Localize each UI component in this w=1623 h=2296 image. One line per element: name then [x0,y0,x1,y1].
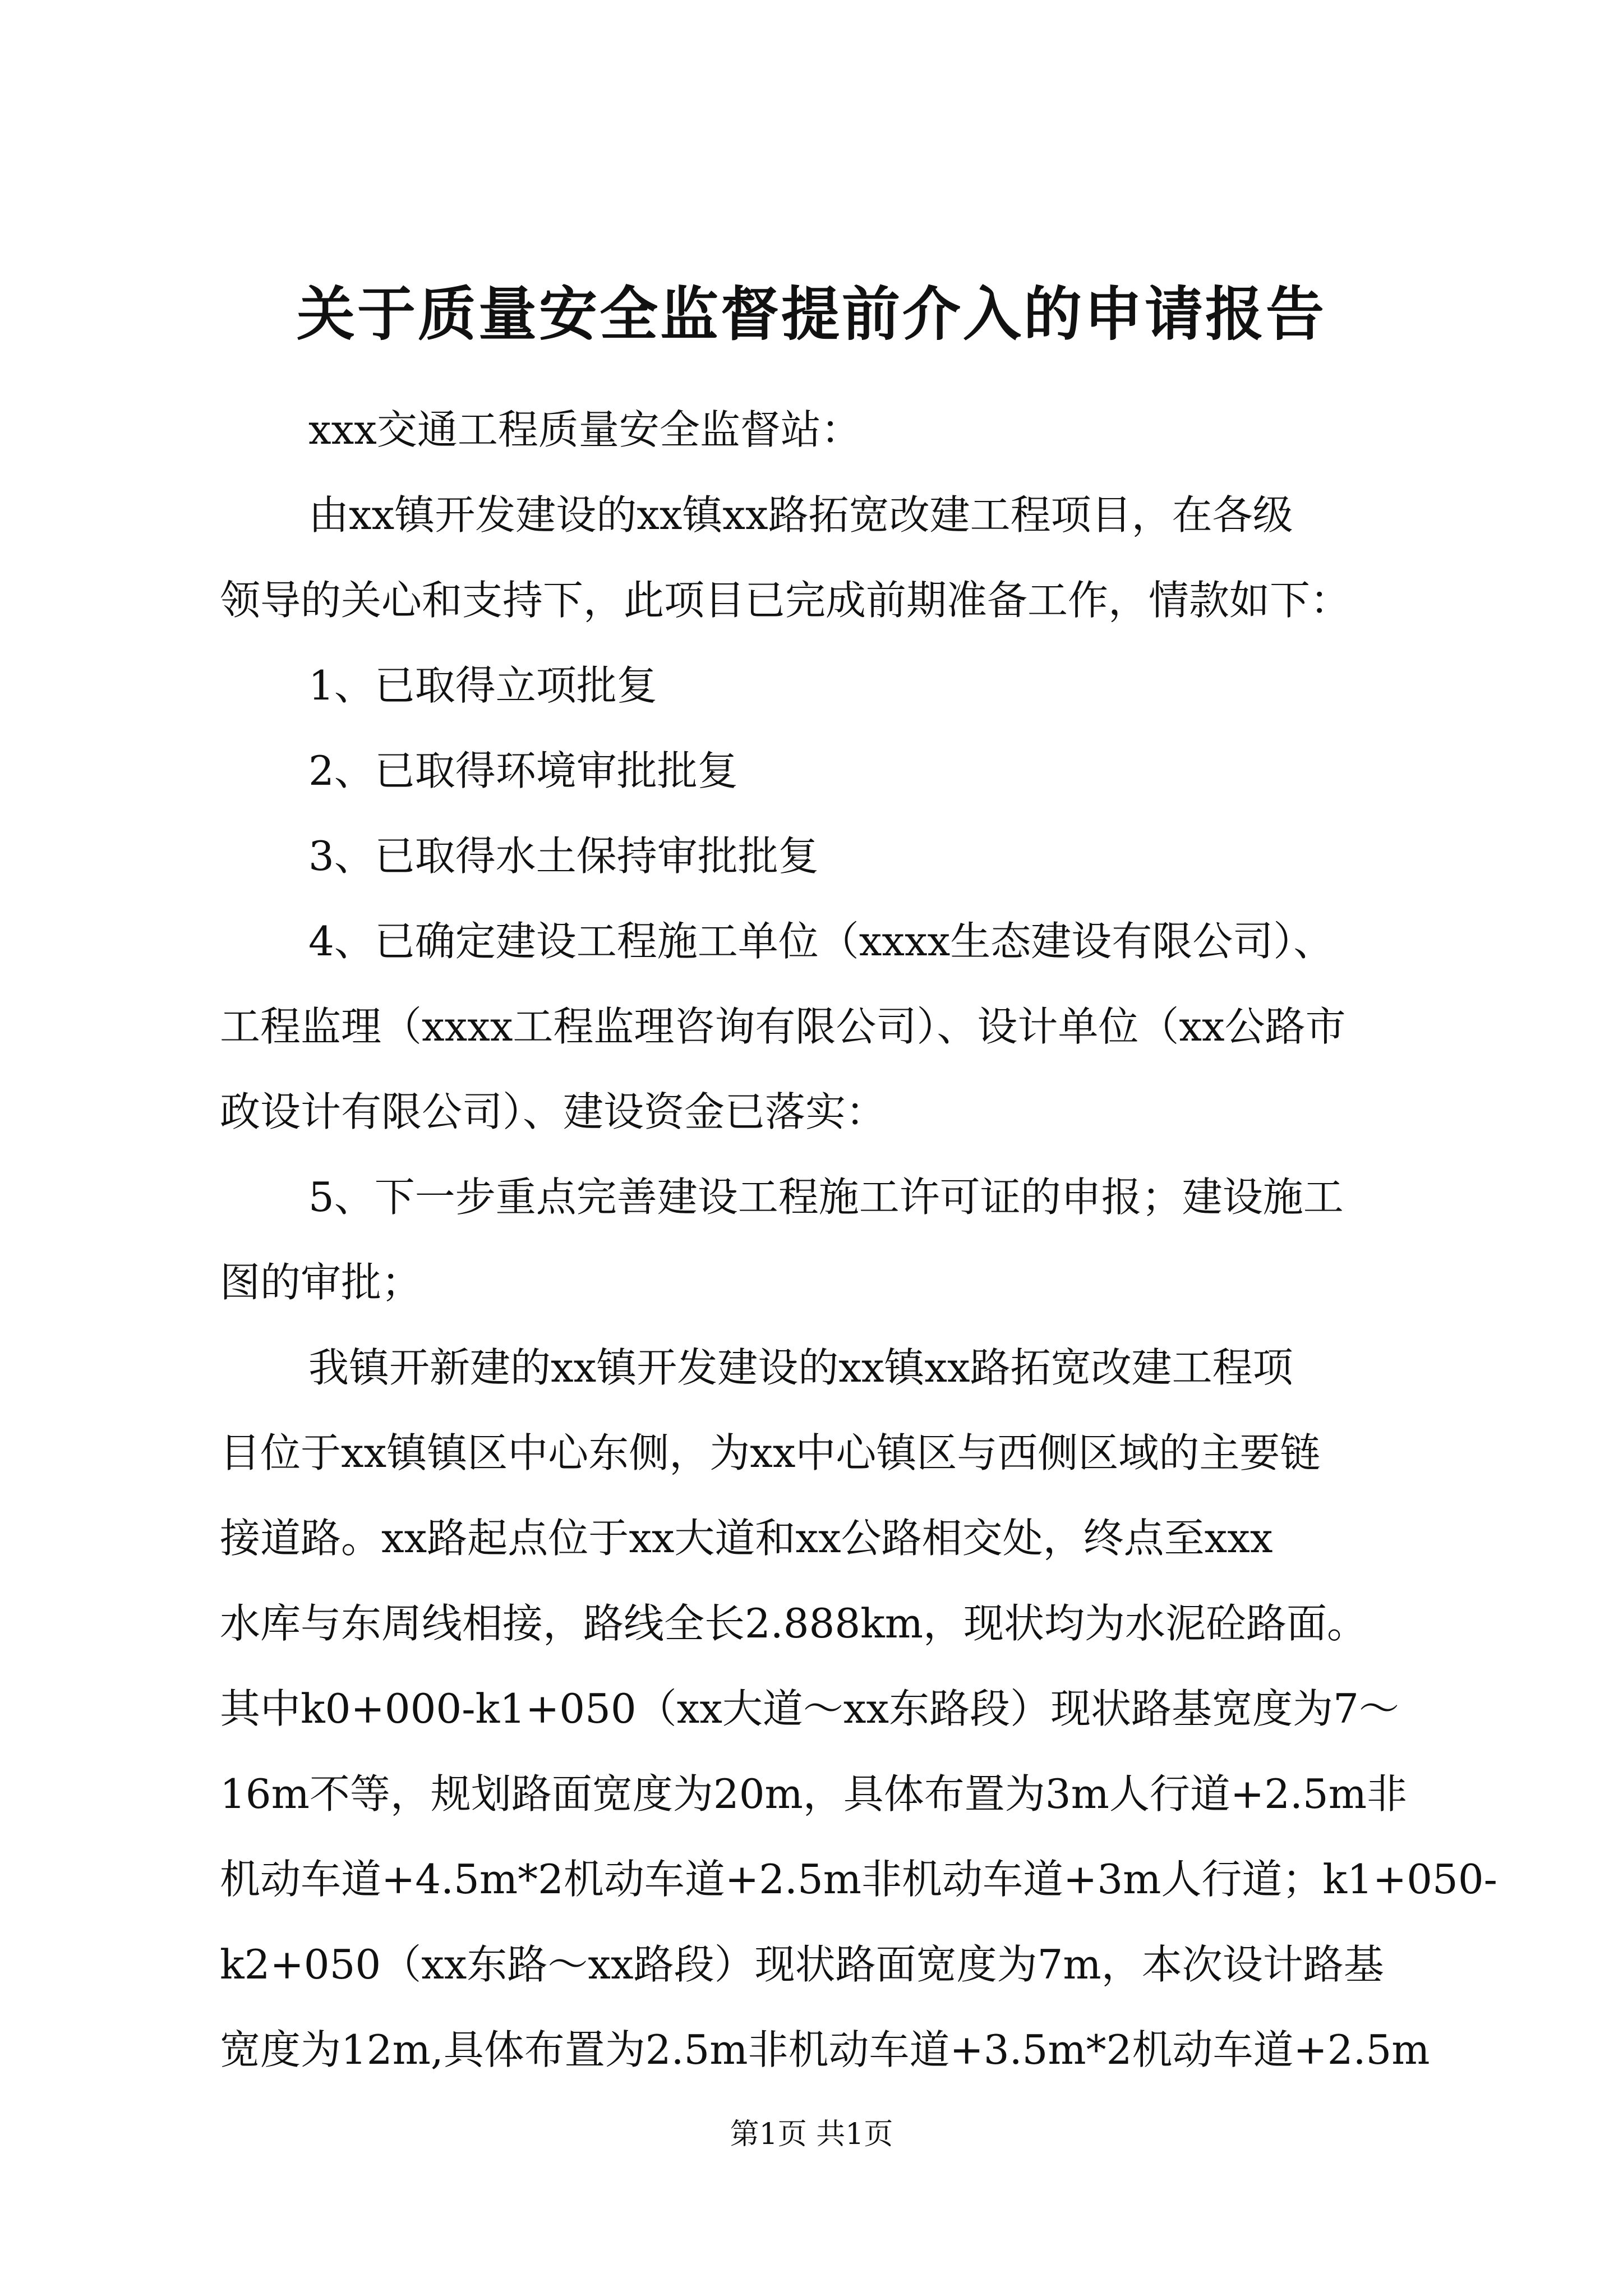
text-line: 图的审批； [220,1259,422,1306]
text-line: 4、已确定建设工程施工单位（xxxx生态建设有限公司）、 [308,918,1334,965]
text-line: 我镇开新建的xx镇开发建设的xx镇xx路拓宽改建工程项 [308,1344,1293,1391]
text-line: 由xx镇开发建设的xx镇xx路拓宽改建工程项目，在各级 [308,491,1293,539]
text-line: 2、已取得环境审批批复 [308,747,738,794]
text-line: 接道路。xx路起点位于xx大道和xx公路相交处，终点至xxx [220,1515,1273,1562]
text-line: 机动车道+4.5m*2机动车道+2.5m非机动车道+3m人行道；k1+050- [220,1856,1497,1903]
text-line: 工程监理（xxxx工程监理咨询有限公司）、设计单位（xx公路市 [220,1003,1346,1050]
text-line: 宽度为12m,具体布置为2.5m非机动车道+3.5m*2机动车道+2.5m [220,2026,1430,2073]
text-line: 目位于xx镇镇区中心东侧，为xx中心镇区与西侧区域的主要链 [220,1429,1321,1476]
text-line: 1、已取得立项批复 [308,662,657,709]
text-line: 3、已取得水土保持审批批复 [308,832,819,880]
document-body [220,387,1497,2092]
text-line: 16m不等，规划路面宽度为20m，具体布置为3m人行道+2.5m非 [220,1770,1407,1818]
document-title: 关于质量安全监督提前介入的申请报告 [296,279,1326,348]
text-line: 5、下一步重点完善建设工程施工许可证的申报；建设施工 [308,1174,1344,1221]
text-line: xxx交通工程质量安全监督站： [308,406,861,453]
text-line: 政设计有限公司）、建设资金已落实： [220,1088,887,1135]
text-line: k2+050（xx东路～xx路段）现状路面宽度为7m，本次设计路基 [220,1941,1384,1988]
text-line: 领导的关心和支持下，此项目已完成前期准备工作，情款如下： [220,577,1351,624]
text-line: 其中k0+000-k1+050（xx大道～xx东路段）现状路基宽度为7～ [220,1685,1399,1732]
page-footer: 第1页 共1页 [730,2118,893,2151]
text-line: 水库与东周线相接，路线全长2.888km，现状均为水泥砼路面。 [220,1600,1368,1647]
